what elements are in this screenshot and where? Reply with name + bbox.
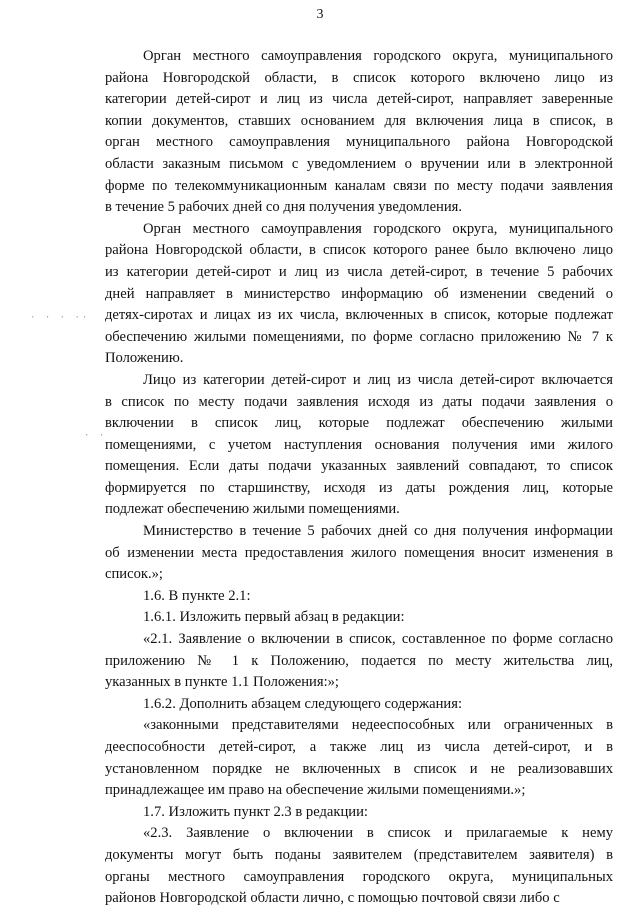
text-line: помещения. Если даты подачи указанных заявлений совпадают, то список: [105, 458, 613, 475]
paragraph: [105, 586, 613, 608]
text-line: Министерство в течение 5 рабочих дней со дня получения информации: [143, 523, 613, 540]
paragraph: [105, 694, 613, 716]
scan-artifact-mark: · · · ··: [30, 313, 90, 323]
text-line: список.»;: [105, 566, 163, 583]
text-line: «2.1. Заявление о включении в список, составленное по форме согласно: [143, 631, 613, 648]
text-line: районов Новгородской области лично, с помощью почтовой связи либо с: [105, 890, 560, 907]
paragraph: [105, 802, 613, 824]
text-line: установленном порядке не включенных в список и не реализовавших: [105, 760, 613, 777]
text-line: формируется по старшинству, исходя из даты рождения лиц, которые: [105, 479, 613, 496]
text-line: области заказным письмом с уведомлением о вручении или в электронной: [105, 155, 613, 172]
text-line: 1.6.1. Изложить первый абзац в редакции:: [143, 609, 405, 626]
text-line: Положению.: [105, 350, 184, 367]
paragraph: [105, 219, 613, 370]
text-line: орган местного самоуправления муниципального района Новгородской: [105, 134, 613, 151]
text-line: категории детей-сирот и лиц из числа детей-сирот, направляет заверенные: [105, 91, 613, 108]
text-line: Лицо из категории детей-сирот и лиц из числа детей-сирот включается: [143, 371, 613, 388]
page-number: 3: [316, 7, 324, 22]
text-line: документы могут быть поданы заявителем (представителем заявителя) в: [105, 846, 613, 863]
text-line: форме по телекоммуникационным каналам связи по месту подачи заявления: [105, 177, 613, 194]
paragraph: [105, 370, 613, 521]
text-line: из категории детей-сирот и лиц из числа детей-сирот, в течение 5 рабочих: [105, 263, 613, 280]
text-line: «законными представителями недееспособных или ограниченных в: [143, 717, 613, 734]
text-line: детях-сиротах и лицах из их числа, включенных в список, которые подлежат: [105, 307, 613, 324]
text-line: 1.6.2. Дополнить абзацем следующего содержания:: [143, 695, 463, 712]
text-line: Орган местного самоуправления городского округа, муниципального: [143, 48, 613, 64]
scan-artifact-mark: · ·: [84, 431, 107, 441]
text-line: в список по месту подачи заявления исходя из даты подачи заявления о: [105, 393, 613, 410]
text-line: органы местного самоуправления городского округа, муниципальных: [105, 868, 613, 885]
text-line: обеспечению жилыми помещениями, по форме согласно приложению № 7 к: [105, 328, 613, 345]
text-line: включении в список лиц, которые подлежат обеспечению жилыми: [105, 415, 613, 432]
text-line: указанных в пункте 1.1 Положения:»;: [105, 674, 339, 691]
text-line: «2.3. Заявление о включении в список и прилагаемые к нему: [143, 825, 613, 842]
text-line: дееспособности детей-сирот, а также лиц из числа детей-сирот, и в: [105, 739, 613, 755]
text-line: принадлежащее им право на обеспечение жилыми помещениями.»;: [105, 782, 526, 799]
paragraph: [105, 715, 613, 801]
text-line: 1.7. Изложить пункт 2.3 в редакции:: [143, 803, 368, 820]
text-line: об изменении места предоставления жилого помещения вносит изменения в: [105, 544, 613, 561]
text-line: дней направляет в министерство информацию об изменении сведений о: [105, 285, 613, 302]
text-line: 1.6. В пункте 2.1:: [143, 587, 251, 604]
text-line: Орган местного самоуправления городского округа, муниципального: [143, 220, 613, 237]
document-body: [105, 46, 613, 910]
text-line: помещениями, с учетом наступления основания получения ими жилого: [105, 436, 613, 453]
text-line: района Новгородской области, в список которого ранее было включено лицо: [105, 242, 613, 259]
paragraph: [105, 521, 613, 586]
text-line: приложению № 1 к Положению, подается по месту жительства лиц,: [105, 652, 613, 669]
text-line: копии документов, ставших основанием для включения лица в список, в: [105, 112, 613, 129]
text-line: подлежат обеспечению жилыми помещениями.: [105, 501, 400, 518]
text-line: в течение 5 рабочих дней со дня получения уведомления.: [105, 199, 463, 216]
paragraph: [105, 823, 613, 909]
paragraph: [105, 607, 613, 629]
paragraph: [105, 629, 613, 694]
text-line: района Новгородской области, в список которого включено лицо из: [105, 69, 613, 86]
paragraph: [105, 46, 613, 219]
